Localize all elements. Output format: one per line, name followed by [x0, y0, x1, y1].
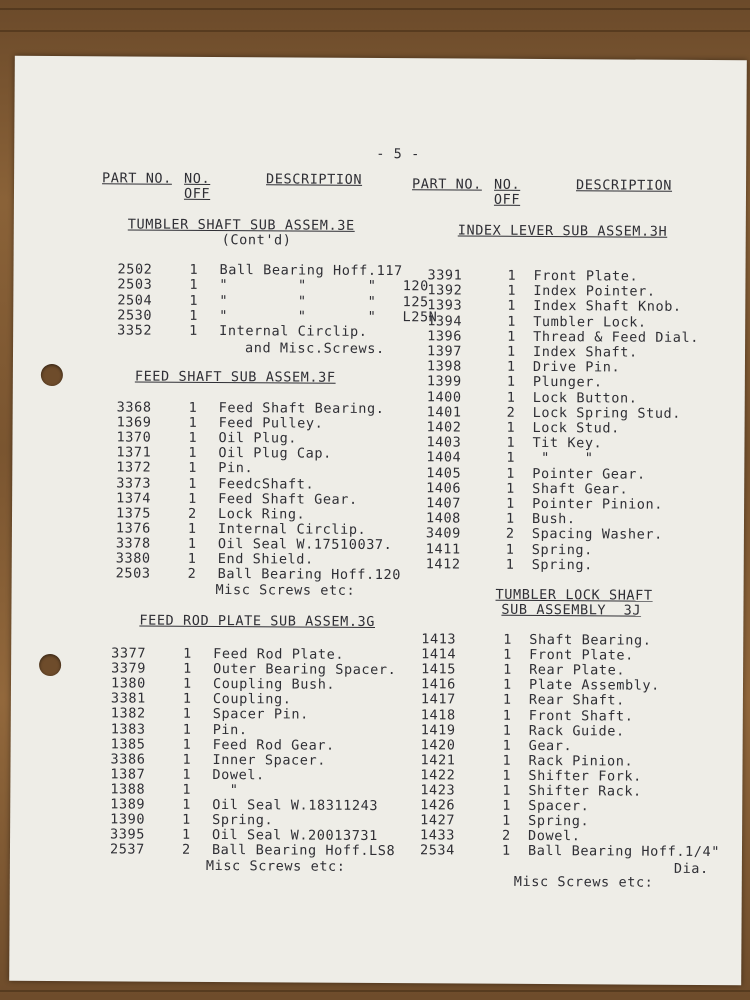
part-number: 2537	[109, 841, 145, 858]
quantity: 1	[188, 490, 197, 507]
part-description: Lock Stud.	[532, 419, 620, 437]
part-description: Spacing Washer.	[531, 526, 663, 544]
part-number: 1414	[421, 646, 457, 663]
quantity: 1	[506, 343, 516, 360]
part-description: Oil Plug Cap.	[218, 445, 332, 463]
quantity: 1	[182, 706, 192, 723]
part-description: Shifter Fork.	[528, 767, 642, 785]
quantity: 1	[506, 374, 516, 391]
part-number: 3379	[111, 660, 147, 677]
part-number: 1369	[116, 414, 152, 431]
part-description: Spacer.	[528, 798, 590, 815]
page-number: - 5 -	[376, 145, 420, 163]
section-extra-3g: Misc Screws etc:	[205, 857, 346, 875]
part-description: Feed Pulley.	[218, 415, 324, 432]
part-number: 3352	[117, 322, 153, 339]
quantity: 1	[182, 781, 192, 798]
quantity: 1	[506, 450, 516, 467]
parts-row	[426, 496, 746, 513]
part-description: Drive Pin.	[532, 359, 621, 376]
quantity: 1	[182, 796, 192, 813]
parts-row	[420, 844, 740, 861]
part-description: Tit Key.	[532, 435, 603, 452]
section-title-3e: TUMBLER SHAFT SUB ASSEM.3E	[127, 216, 355, 234]
quantity: 1	[182, 736, 192, 753]
part-number: 1388	[110, 781, 146, 798]
parts-row	[427, 299, 747, 316]
section-dia-3j: Dia.	[673, 860, 709, 878]
quantity: 1	[506, 389, 516, 406]
punch-hole	[39, 654, 61, 676]
part-description: Dowel.	[528, 828, 581, 845]
quantity: 1	[506, 495, 515, 512]
part-description: Shaft Gear.	[532, 480, 629, 498]
part-number: 1372	[116, 459, 152, 477]
quantity: 1	[502, 707, 512, 724]
part-description: Thread & Feed Dial.	[533, 328, 699, 346]
quantity: 1	[183, 645, 192, 662]
quantity: 1	[182, 811, 191, 828]
section-extra-3f: Misc Screws etc:	[215, 582, 356, 599]
part-description: Lock Spring Stud.	[532, 404, 682, 422]
part-number: 3377	[111, 645, 147, 662]
part-number: 1401	[426, 404, 462, 421]
part-number: 1412	[425, 556, 461, 573]
part-description: Feed Rod Gear.	[212, 736, 335, 754]
quantity: 1	[182, 675, 192, 693]
part-number: 3373	[116, 474, 152, 492]
quantity: 1	[189, 261, 199, 278]
quantity: 1	[182, 751, 192, 768]
quantity: 1	[503, 661, 512, 679]
quantity: 1	[183, 660, 192, 677]
part-description: Pointer Gear.	[532, 465, 646, 483]
part-number: 1407	[426, 495, 462, 512]
part-description: Oil Seal W.17510037.	[217, 535, 393, 553]
part-description: " " " 125	[219, 292, 429, 310]
part-number: 1370	[116, 429, 152, 446]
part-number: 1383	[110, 720, 146, 738]
part-number: 1385	[110, 735, 146, 753]
section-title-3f: FEED SHAFT SUB ASSEM.3F	[134, 368, 336, 386]
part-number: 2502	[117, 261, 153, 278]
quantity: 1	[188, 430, 198, 447]
header-off-left: OFF	[183, 185, 211, 202]
part-number: 1396	[427, 328, 463, 345]
part-description: Rack Pinion.	[528, 752, 634, 770]
part-number: 1419	[420, 721, 456, 739]
part-description: "	[212, 781, 239, 799]
part-number: 1423	[420, 782, 456, 799]
part-number: 1426	[420, 797, 456, 814]
part-description: Internal Circlip.	[217, 520, 367, 538]
quantity: 1	[506, 465, 516, 482]
quantity: 1	[182, 691, 192, 708]
quantity: 2	[506, 404, 516, 421]
quantity: 1	[507, 267, 517, 284]
part-description: Oil Seal W.20013731	[212, 827, 378, 845]
part-description: Ball Bearing Hoff.120	[217, 566, 401, 584]
quantity: 1	[187, 520, 197, 537]
part-number: 3378	[115, 535, 151, 552]
parts-row	[117, 278, 437, 295]
parts-row	[117, 324, 437, 341]
part-number: 1417	[420, 691, 456, 708]
part-number: 1390	[110, 811, 146, 828]
quantity: 1	[502, 677, 512, 694]
wood-grain	[0, 30, 750, 32]
parts-row	[426, 557, 746, 574]
quantity: 2	[505, 526, 515, 543]
part-description: Feed Shaft Bearing.	[218, 400, 385, 418]
part-description: Shaft Bearing.	[529, 631, 652, 649]
header-off-right: OFF	[493, 191, 521, 208]
quantity: 1	[501, 843, 511, 860]
part-description: Coupling Bush.	[212, 676, 336, 693]
part-number: 1376	[115, 520, 151, 537]
quantity: 1	[503, 631, 513, 648]
quantity: 2	[187, 565, 197, 582]
part-number: 1387	[110, 766, 146, 783]
part-description: Pin.	[218, 460, 254, 477]
part-description: End Shield.	[217, 551, 314, 568]
part-number: 1404	[426, 449, 462, 466]
quantity: 1	[182, 826, 191, 844]
part-number: 1397	[426, 343, 463, 360]
part-description: " "	[532, 450, 594, 467]
parts-row	[116, 566, 436, 583]
section-subtitle-3e: (Cont'd)	[221, 232, 292, 249]
part-description: Spacer Pin.	[212, 706, 309, 723]
quantity: 1	[507, 313, 517, 330]
part-number: 1413	[421, 631, 457, 648]
wood-grain	[0, 8, 750, 10]
part-number: 1416	[420, 676, 456, 693]
header-description-right: DESCRIPTION	[576, 177, 673, 194]
part-description: Lock Ring.	[217, 505, 306, 523]
part-number: 1408	[425, 510, 461, 527]
part-description: Oil Seal W.18311243	[212, 796, 379, 815]
part-number: 3381	[110, 690, 146, 707]
part-description: Index Shaft.	[532, 343, 638, 361]
part-number: 3386	[110, 751, 146, 768]
quantity: 1	[503, 646, 512, 663]
section-extra-3j: Misc Screws etc:	[513, 873, 654, 891]
part-description: Spring.	[212, 812, 274, 829]
quantity: 1	[505, 541, 515, 558]
quantity: 2	[181, 842, 191, 859]
part-number: 1415	[421, 661, 457, 678]
part-number: 2530	[117, 307, 153, 324]
part-number: 1420	[420, 736, 456, 754]
part-description: Dowel.	[212, 766, 265, 784]
parts-row	[427, 375, 747, 392]
part-description: Coupling.	[212, 691, 292, 708]
parts-row	[426, 451, 746, 468]
part-description: Front Shaft.	[528, 707, 634, 725]
part-description: Plate Assembly.	[528, 677, 660, 695]
document-page	[9, 56, 747, 985]
part-description: Front Plate.	[529, 647, 634, 664]
parts-row	[110, 843, 430, 860]
quantity: 1	[506, 419, 516, 436]
part-description: Oil Plug.	[218, 430, 298, 447]
part-number: 1402	[426, 419, 462, 436]
part-number: 1422	[420, 767, 456, 784]
quantity: 1	[506, 480, 515, 497]
part-description: Rack Guide.	[528, 722, 625, 740]
quantity: 1	[506, 358, 516, 376]
section-title-3j-line1: TUMBLER LOCK SHAFT	[495, 586, 653, 604]
section-title-3h: INDEX LEVER SUB ASSEM.3H	[457, 222, 668, 240]
quantity: 1	[506, 434, 516, 452]
part-description: Feed Rod Plate.	[213, 645, 345, 663]
part-number: 2503	[115, 565, 151, 582]
quantity: 1	[502, 797, 512, 814]
quantity: 1	[188, 399, 198, 416]
part-description: Rear Shaft.	[528, 692, 625, 709]
part-description: " " " L25N	[219, 307, 438, 326]
part-number: 1418	[420, 706, 456, 723]
part-number: 1405	[426, 464, 462, 482]
quantity: 1	[502, 737, 512, 754]
part-description: Rear Plate.	[529, 662, 626, 679]
part-number: 3380	[115, 550, 151, 567]
quantity: 1	[187, 535, 197, 552]
section-title-3j-line2: SUB ASSEMBLY 3J	[501, 601, 642, 619]
quantity: 1	[507, 298, 517, 315]
part-number: 1411	[425, 540, 461, 558]
punch-hole	[41, 364, 63, 386]
part-number: 1375	[115, 505, 152, 522]
quantity: 1	[502, 812, 511, 830]
quantity: 1	[182, 766, 192, 783]
header-no-left: NO.	[184, 170, 211, 187]
quantity: 1	[189, 323, 198, 340]
part-description: " " " 120	[219, 277, 429, 295]
part-description: Spring.	[528, 813, 590, 830]
quantity: 1	[188, 475, 198, 492]
part-description: Index Pointer.	[533, 283, 656, 300]
header-part-no-right: PART NO.	[412, 176, 482, 193]
quantity: 1	[502, 722, 512, 739]
part-number: 1400	[426, 388, 462, 406]
quantity: 1	[189, 277, 199, 294]
part-number: 1403	[426, 434, 462, 451]
part-description: Spring.	[531, 556, 593, 574]
part-number: 1421	[420, 752, 456, 769]
wood-grain	[0, 990, 750, 992]
part-description: Ball Bearing Hoff.117	[219, 262, 403, 280]
section-title-3g: FEED ROD PLATE SUB ASSEM.3G	[139, 612, 376, 630]
header-no-right: NO.	[494, 176, 521, 193]
quantity: 1	[188, 460, 198, 477]
part-description: Tumbler Lock.	[533, 313, 647, 331]
part-number: 2503	[117, 276, 153, 293]
quantity: 1	[189, 292, 199, 309]
quantity: 1	[505, 556, 515, 573]
part-number: 2534	[419, 842, 455, 859]
part-number: 1392	[427, 282, 463, 299]
quantity: 1	[188, 414, 198, 431]
part-number: 1394	[427, 312, 463, 330]
part-description: Ball Bearing Hoff.1/4"	[527, 843, 721, 861]
quantity: 1	[182, 721, 192, 738]
part-number: 1406	[426, 480, 462, 497]
part-number: 1380	[110, 675, 146, 692]
header-description-left: DESCRIPTION	[266, 171, 363, 188]
part-description: Pointer Pinion.	[532, 495, 664, 513]
part-description: Spring.	[531, 541, 593, 558]
section-extra-3e: and Misc.Screws.	[245, 340, 385, 358]
part-description: Lock Button.	[532, 389, 638, 407]
part-number: 3391	[427, 267, 463, 284]
part-number: 3395	[110, 826, 146, 843]
part-number: 1393	[427, 297, 463, 314]
part-description: Inner Spacer.	[212, 751, 327, 769]
quantity: 2	[187, 505, 197, 522]
part-description: Bush.	[531, 511, 576, 528]
part-description: FeedcShaft.	[218, 475, 315, 493]
part-description: Gear.	[528, 737, 573, 754]
part-number: 1427	[420, 812, 456, 829]
part-number: 1371	[116, 444, 152, 461]
quantity: 1	[502, 767, 512, 784]
quantity: 2	[502, 828, 511, 845]
quantity: 1	[507, 328, 516, 345]
part-description: Pin.	[212, 721, 248, 738]
part-number: 3368	[116, 399, 152, 416]
parts-row	[426, 527, 746, 544]
part-description: Feed Shaft Gear.	[218, 490, 358, 508]
header-part-no-left: PART NO.	[102, 170, 172, 187]
part-number: 3409	[425, 525, 461, 542]
part-number: 1382	[110, 705, 146, 722]
quantity: 1	[507, 282, 517, 300]
parts-row	[116, 461, 436, 478]
quantity: 1	[187, 550, 197, 567]
quantity: 1	[502, 782, 512, 799]
part-number: 1374	[116, 489, 152, 507]
part-number: 1399	[426, 373, 462, 390]
part-description: Front Plate.	[533, 267, 639, 285]
part-description: Ball Bearing Hoff.LS8	[211, 842, 396, 860]
part-description: Internal Circlip.	[219, 323, 368, 341]
part-description: Shifter Rack.	[528, 782, 642, 800]
quantity: 1	[189, 307, 199, 324]
part-description: Plunger.	[532, 374, 603, 391]
part-description: Outer Bearing Spacer.	[213, 661, 397, 679]
part-number: 1398	[426, 358, 462, 375]
quantity: 1	[505, 510, 515, 528]
quantity: 1	[188, 445, 198, 462]
quantity: 1	[502, 752, 512, 769]
part-number: 1433	[420, 827, 456, 844]
part-number: 1389	[110, 796, 146, 813]
part-description: Index Shaft Knob.	[533, 298, 682, 316]
quantity: 1	[502, 692, 512, 709]
part-number: 2504	[117, 291, 153, 309]
